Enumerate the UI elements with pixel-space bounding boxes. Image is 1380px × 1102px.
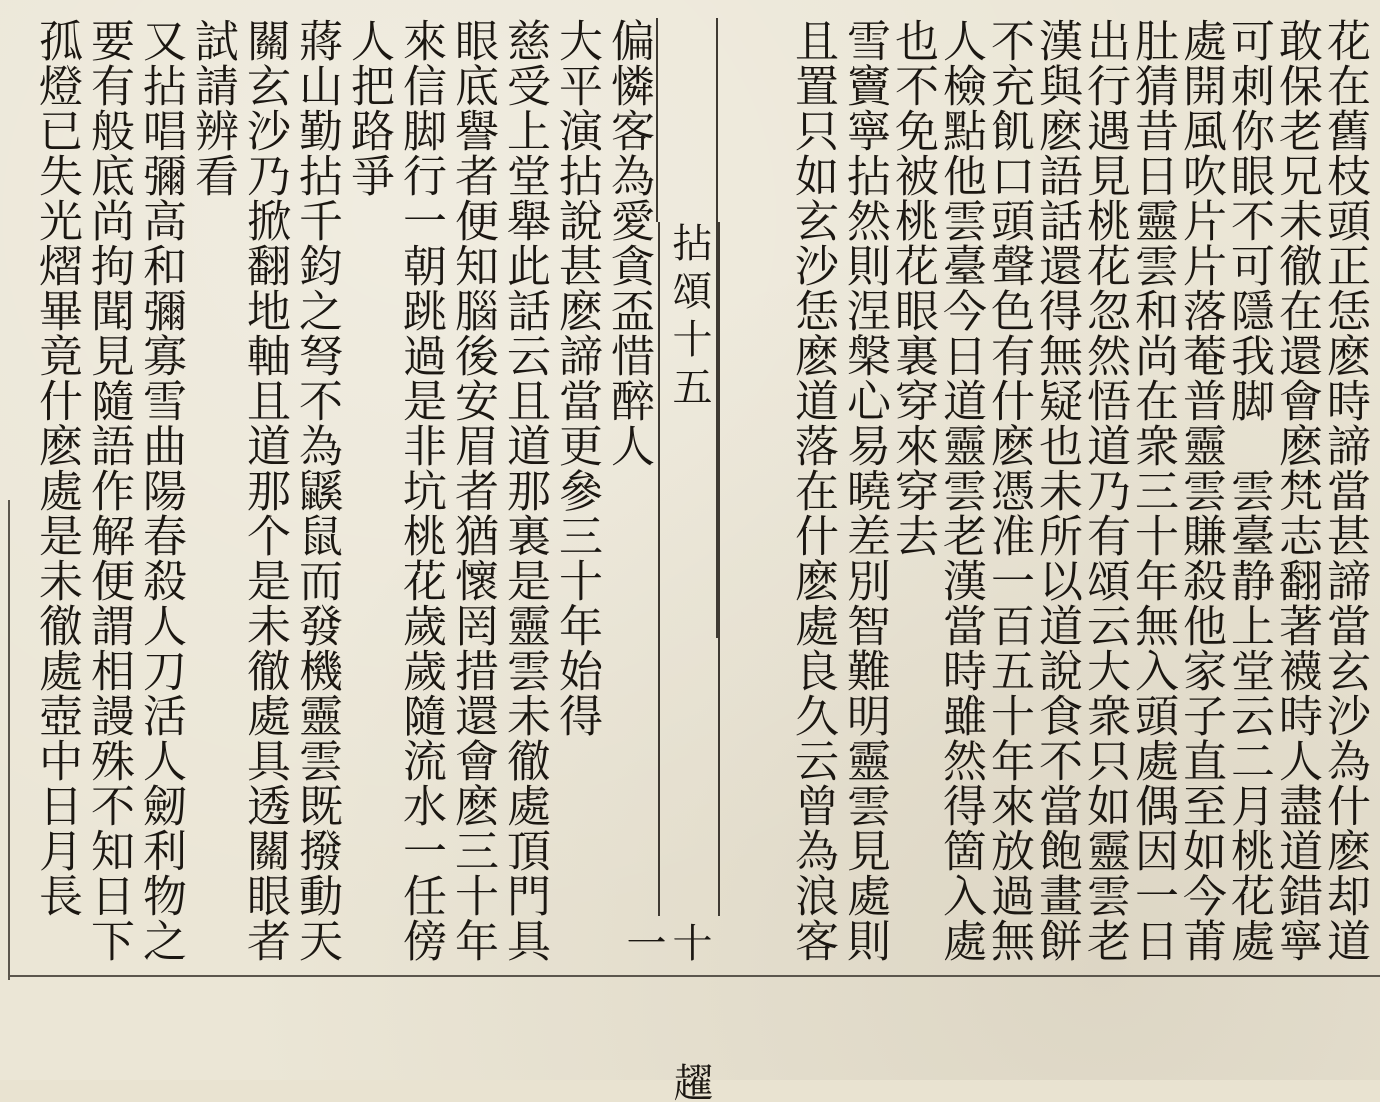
text-column-l12: 孤燈已失光熠畢竟什麽處是未徹處壺中日月長	[31, 18, 82, 918]
text-column-r6: 出行遇見桃花忽然悟道乃有頌云大衆只如靈雲老	[1079, 18, 1130, 963]
text-column-r12: 且置只如玄沙恁麽道落在什麽處良久云曾為浪客	[787, 18, 838, 963]
text-column-r7: 漢與麽語話還得無疑也未所以道說食不當飽畫餅	[1031, 18, 1082, 963]
text-column-r4: 處開風吹片片落菴普靈雲賺殺他家子直至如今莆	[1175, 18, 1226, 963]
folio-number: 十一	[620, 922, 712, 976]
text-column-r11: 雪竇寧拈然則涅槃心易曉差別智難明靈雲見處則	[839, 18, 890, 963]
text-column-r3: 可刺你眼不可隱我脚 雲臺静上堂云二月桃花處	[1223, 18, 1274, 963]
text-column-l6: 人把路爭	[343, 18, 394, 198]
fold-mark: 趯	[667, 1062, 713, 1102]
text-column-l11: 要有般底尚拘聞見隨語作解便謂相謾殊不知日下	[83, 18, 134, 963]
text-column-l9: 試請辨看	[187, 18, 238, 198]
text-column-l3: 慈受上堂舉此話云且道那裏是靈雲未徹處頂門具	[499, 18, 550, 963]
text-column-r9: 人檢點他雲臺今日道靈雲老漢當時雖然得箇入處	[935, 18, 986, 963]
text-column-l5: 來信脚行一朝跳過是非坑桃花歲歲隨流水一任傍	[395, 18, 446, 963]
text-column-r2: 敢保老兄未徹在還會麽梵志翻著襪時人盡道錯寧	[1271, 18, 1322, 963]
text-column-r8: 不充飢口頭聲色有什麽憑准一百五十年來放過無	[983, 18, 1034, 963]
text-column-r1: 花在舊枝頭正恁麽時諦當甚諦當玄沙為什麽却道	[1319, 18, 1370, 963]
column-divider-left	[656, 18, 658, 222]
center-fold	[620, 222, 720, 1102]
bottom-border	[10, 975, 1380, 977]
text-column-r5: 肚猜昔日靈雲和尚在衆三十年無入頭處偶因一日	[1127, 18, 1178, 963]
text-column-l10: 又拈唱彌高和彌寡雪曲陽春殺人刀活人劒利物之	[135, 18, 186, 963]
text-column-l4: 眼底譽者便知腦後安眉者猶懷罔措還會麽三十年	[447, 18, 498, 963]
text-column-r10: 也不免被桃花眼裏穿來穿去	[887, 18, 938, 558]
left-border	[8, 500, 10, 980]
fold-title: 拈頌十五	[666, 222, 712, 414]
text-column-l2: 大平演拈說甚麽諦當更參三十年始得	[551, 18, 602, 738]
text-column-l7: 蔣山勤拈千鈞之弩不為鼷鼠而發機靈雲既撥動天	[291, 18, 342, 963]
text-column-l8: 關玄沙乃掀翻地軸且道那个是未徹處具透關眼者	[239, 18, 290, 963]
text-column-l1: 偏憐客為愛貪盃惜醉人	[603, 18, 654, 468]
